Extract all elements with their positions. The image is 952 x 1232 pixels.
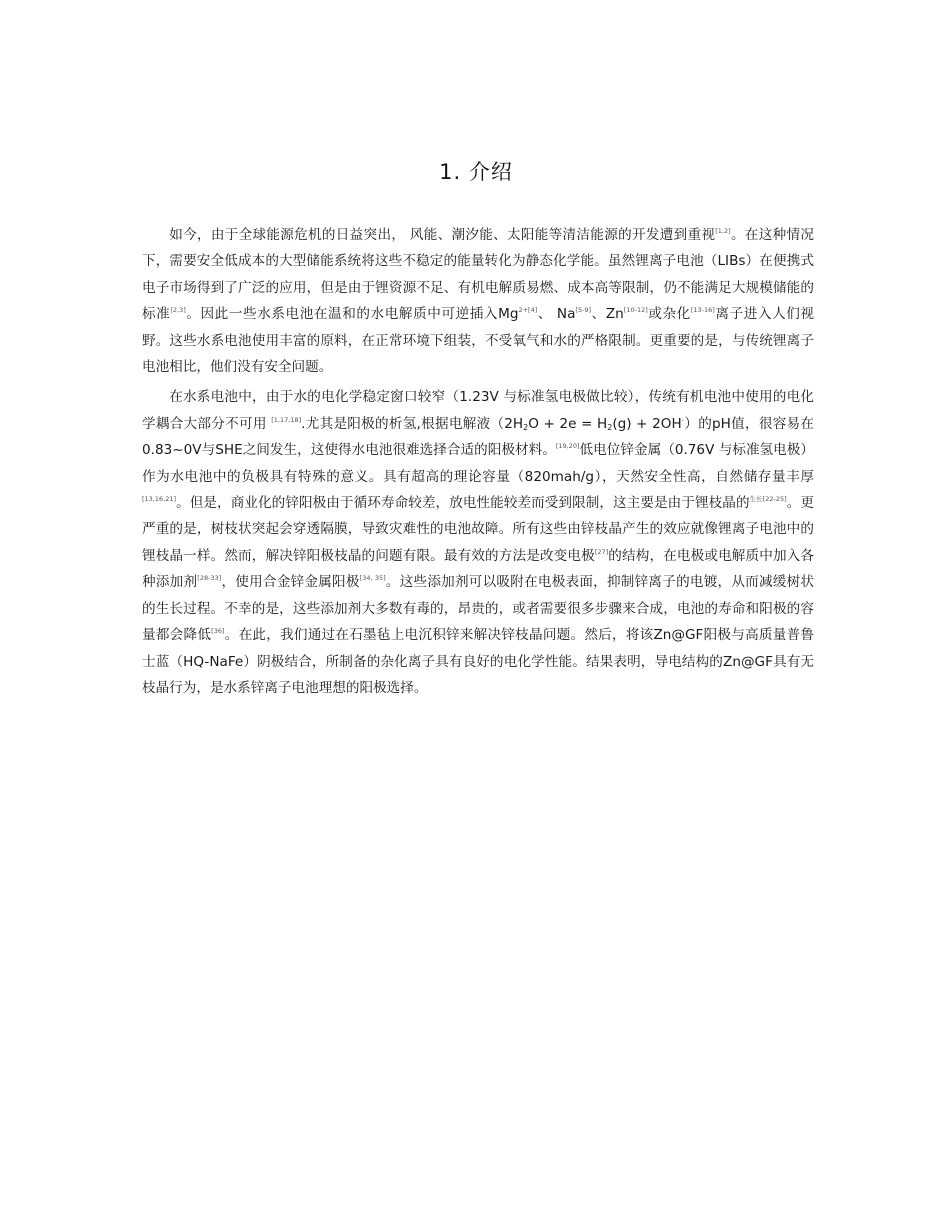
- section-title: 1. 介绍: [439, 160, 513, 184]
- paragraph-2: [142, 384, 814, 701]
- text-run: 的结构，在电极或电解质中加入各种添加剂: [142, 547, 815, 591]
- text-run: .尤其是阳极的析氢,根据电解液（2H: [301, 415, 524, 432]
- text-run: 。在这种情况下，需要安全低成本的大型储能系统将这些不稳定的能量转化为静态化学能。虽然锂离子电池（LIBs）在便携式电子市场得到了广泛的应用，但是由于锂资源不足、有机电解质易燃、成本高等限制，仍不能满足大规模储能的标准: [142, 227, 814, 323]
- subscript: 2: [523, 422, 529, 432]
- citation-marker: [36]: [211, 627, 225, 636]
- citation-marker: [13,16,21]: [142, 495, 177, 504]
- citation-marker: [34, 35]: [359, 574, 386, 583]
- citation-marker: -: [681, 415, 685, 424]
- text-run: 低电位锌金属（0.76V 与标准氢电极）作为水电池中的负极具有特殊的意义。具有超高的理论容量（820mah/g），天然安全性高，自然储存量丰厚: [142, 442, 814, 485]
- citation-marker: [1,17,18]: [271, 415, 302, 424]
- text-run: 、Zn: [591, 306, 624, 323]
- citation-marker: [19,20]: [555, 442, 580, 451]
- text-run: 。在此，我们通过在石墨毡上电沉积锌来解决锌枝晶问题。然后，将该Zn@GF阳极与高质量普鲁士蓝（HQ-NaFe）阴极结合，所制备的杂化离子具有良好的电化学性能。结果表明，导电结构的Zn@GF具有无枝晶行为，是水系锌离子电池理想的阳极选择。: [142, 627, 815, 696]
- text-run: 如今，由于全球能源危机的日益突出， 风能、潮汐能、太阳能等清洁能源的开发遭到重视: [169, 227, 716, 243]
- citation-marker: [28-33]: [197, 574, 222, 583]
- subscript: 2: [607, 422, 613, 432]
- citation-marker: 2+[4]: [518, 306, 538, 315]
- text-run: 离子进入人们视野。这些水系电池使用丰富的原料，在正常环境下组装，不受氧气和水的严格限制。更重要的是，与传统锂离子电池相比，他们没有安全问题。: [142, 306, 815, 376]
- text-run: 。因此一些水系电池在温和的水电解质中可逆插入Mg: [185, 306, 519, 323]
- text-run: O + 2e = H: [528, 415, 608, 432]
- text-run: 在水系电池中，由于水的电化学稳定窗口较窄（1.23V 与标准氢电极做比较），传统有机电池中使用的电化学耦合大部分不可用: [142, 389, 814, 432]
- text-run: ，使用合金锌金属阳极: [221, 574, 360, 591]
- citation-marker: [1,2]: [715, 227, 731, 235]
- citation-marker: [2,3]: [170, 306, 186, 315]
- text-run: (g) + 2OH: [612, 415, 682, 432]
- text-run: 。但是，商业化的锌阳极由于循环寿命较差，放电性能较差而受到限制，这主要是由于锂枝晶的: [176, 495, 750, 512]
- citation-marker: [10-12]: [623, 306, 648, 315]
- text-run: 、 Na: [537, 306, 576, 323]
- text-run: ）的pH值，很容易在0.83~0V与SHE之间发生，这使得水电池很难选择合适的阳极材料。: [142, 415, 815, 459]
- paragraph-1: [142, 222, 814, 380]
- text-run: 。这些添加剂可以吸附在电极表面，抑制锌离子的电镀，从而减缓树状的生长过程。不幸的是，这些添加剂大多数有毒的，昂贵的，或者需要很多步骤来合成，电池的寿命和阳极的容量都会降低: [142, 574, 815, 644]
- body-text: [142, 222, 814, 705]
- text-run: 或杂化: [647, 306, 691, 323]
- citation-marker: [13-16]: [690, 306, 715, 315]
- citation-marker: [27]: [594, 547, 609, 556]
- citation-marker: 生长[22-25]: [749, 495, 787, 504]
- text-run: 。更严重的是，树枝状突起会穿透隔膜，导致灾难性的电池故障。所有这些由锌枝晶产生的效应就像锂离子电池中的锂枝晶一样。然而，解决锌阳极枝晶的问题有限。最有效的方法是改变电极: [142, 495, 815, 564]
- citation-marker: [5-9]: [575, 306, 592, 315]
